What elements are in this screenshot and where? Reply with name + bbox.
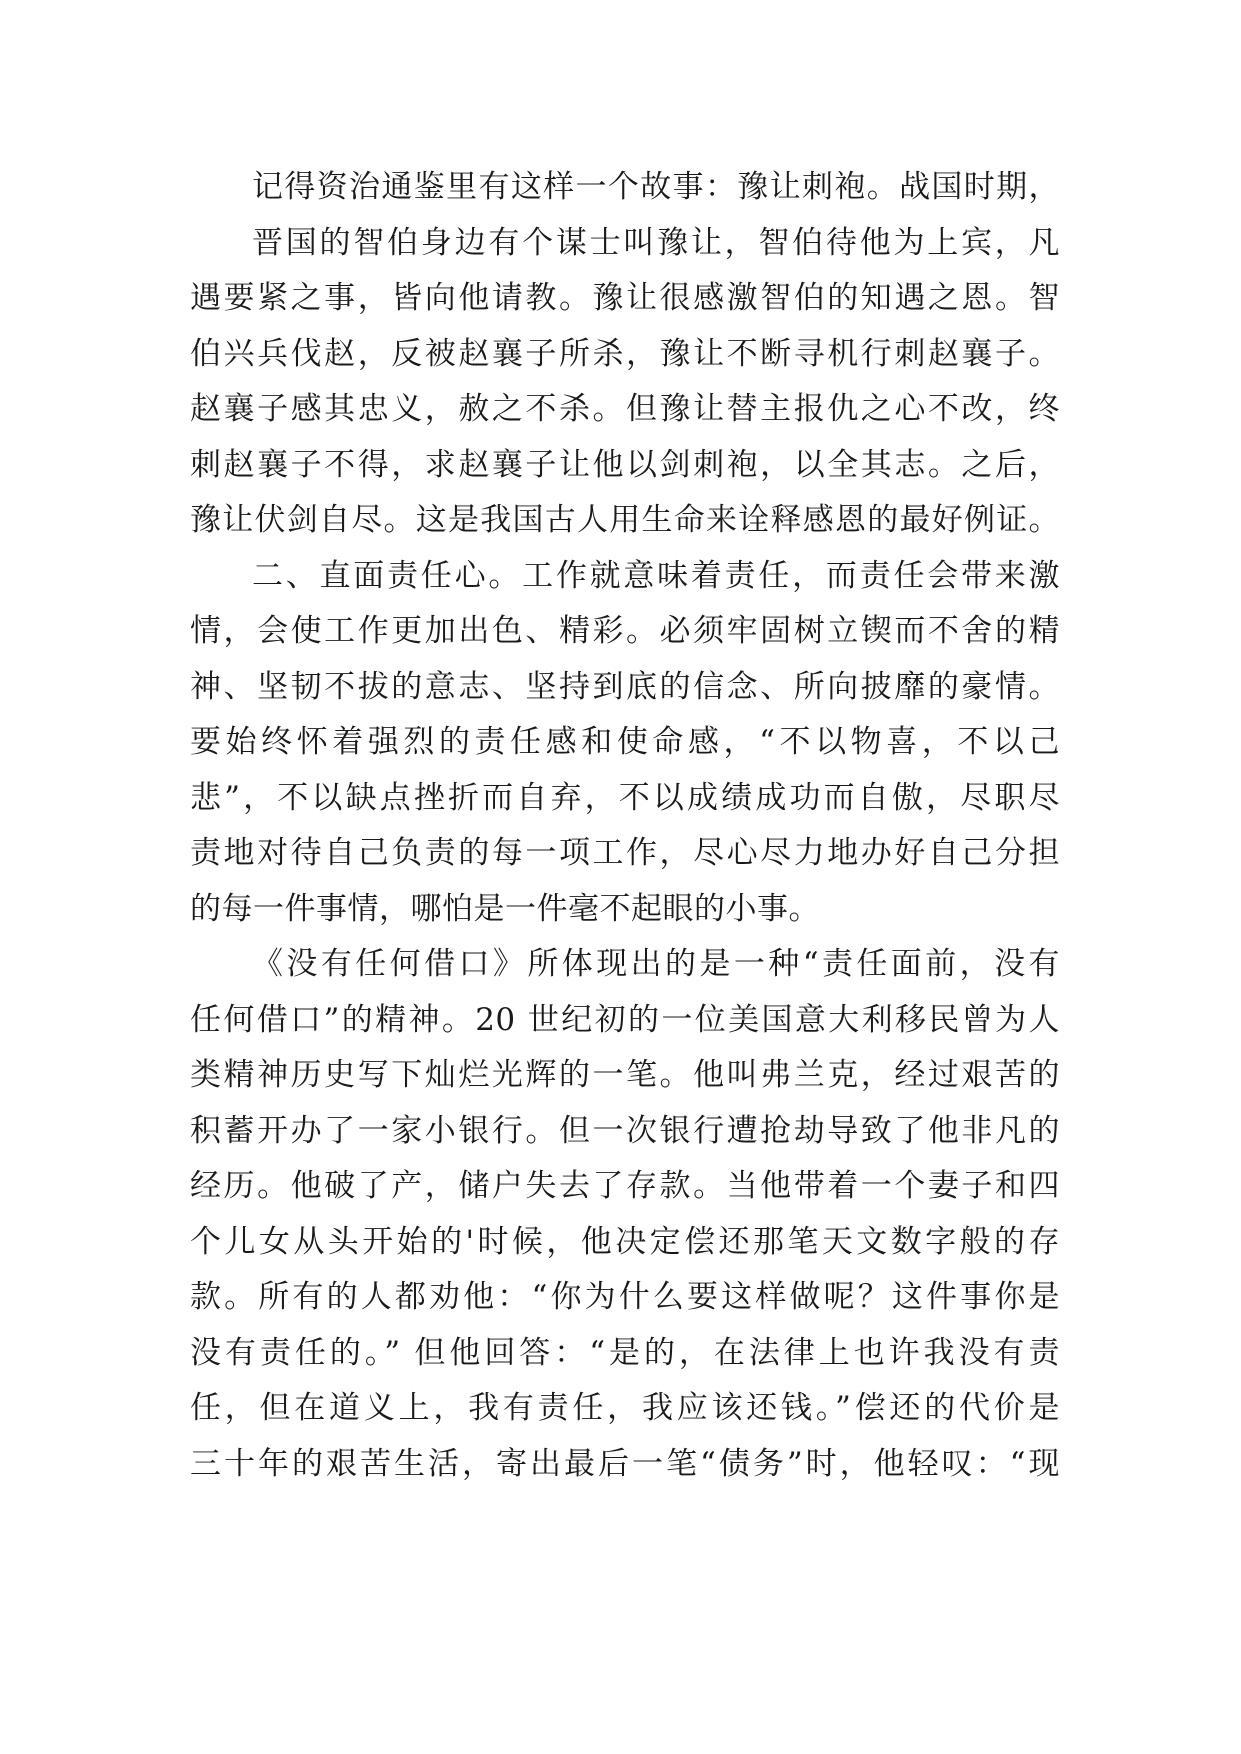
text-line: 积蓄开办了一家小银行。但一次银行遭抢劫导致了他非凡的 [190, 1112, 1060, 1149]
text-line: 记得资治通鉴里有这样一个故事：豫让刺袍。战国时期， [252, 169, 1060, 205]
text-line: 类精神历史写下灿烂光辉的一笔。他叫弗兰克，经过艰苦的 [190, 1057, 1060, 1093]
text-line: 伯兴兵伐赵，反被赵襄子所杀，豫让不断寻机行刺赵襄子。 [190, 335, 1060, 372]
text-line: 赵襄子感其忠义，赦之不杀。但豫让替主报仇之心不改，终 [190, 391, 1060, 427]
text-line: 悲”，不以缺点挫折而自弃，不以成绩成功而自傲，尽职尽 [190, 779, 1060, 816]
text-line: 任何借口”的精神。20 世纪初的一位美国意大利移民曾为人 [190, 1001, 1060, 1038]
text-line: 神、坚韧不拔的意志、坚持到底的信念、所向披靡的豪情。 [190, 668, 1060, 705]
text-line: 晋国的智伯身边有个谋士叫豫让，智伯待他为上宾，凡 [252, 224, 1060, 261]
text-line: 要始终怀着强烈的责任感和使命感，“不以物喜，不以己 [190, 724, 1060, 760]
text-line: 情，会使工作更加出色、精彩。必须牢固树立锲而不舍的精 [190, 613, 1060, 649]
text-line: 没有责任的。” 但他回答：“是的，在法律上也许我没有责 [190, 1334, 1060, 1371]
body-text [190, 160, 1060, 1492]
text-line: 遇要紧之事，皆向他请教。豫让很感激智伯的知遇之恩。智 [190, 280, 1060, 316]
text-line: 责地对待自己负责的每一项工作，尽心尽力地办好自己分担 [190, 835, 1060, 871]
text-line: 经历。他破了产，储户失去了存款。当他带着一个妻子和四 [190, 1168, 1060, 1204]
text-line: 《没有任何借口》所体现出的是一种“责任面前，没有 [252, 946, 1060, 982]
text-line: 个儿女从头开始的'时候，他决定偿还那笔天文数字般的存 [190, 1223, 1060, 1260]
text-line: 豫让伏剑自尽。这是我国古人用生命来诠释感恩的最好例证。 [190, 502, 1060, 538]
text-line: 任，但在道义上，我有责任，我应该还钱。”偿还的代价是 [190, 1390, 1060, 1426]
text-line: 刺赵襄子不得，求赵襄子让他以剑刺袍，以全其志。之后， [190, 446, 1060, 483]
text-line: 的每一件事情，哪怕是一件毫不起眼的小事。 [190, 890, 820, 927]
text-line: 款。所有的人都劝他：“你为什么要这样做呢？这件事你是 [190, 1279, 1060, 1315]
text-line: 二、直面责任心。工作就意味着责任，而责任会带来激 [252, 557, 1060, 594]
text-line: 三十年的艰苦生活，寄出最后一笔“债务”时，他轻叹：“现 [190, 1445, 1060, 1482]
